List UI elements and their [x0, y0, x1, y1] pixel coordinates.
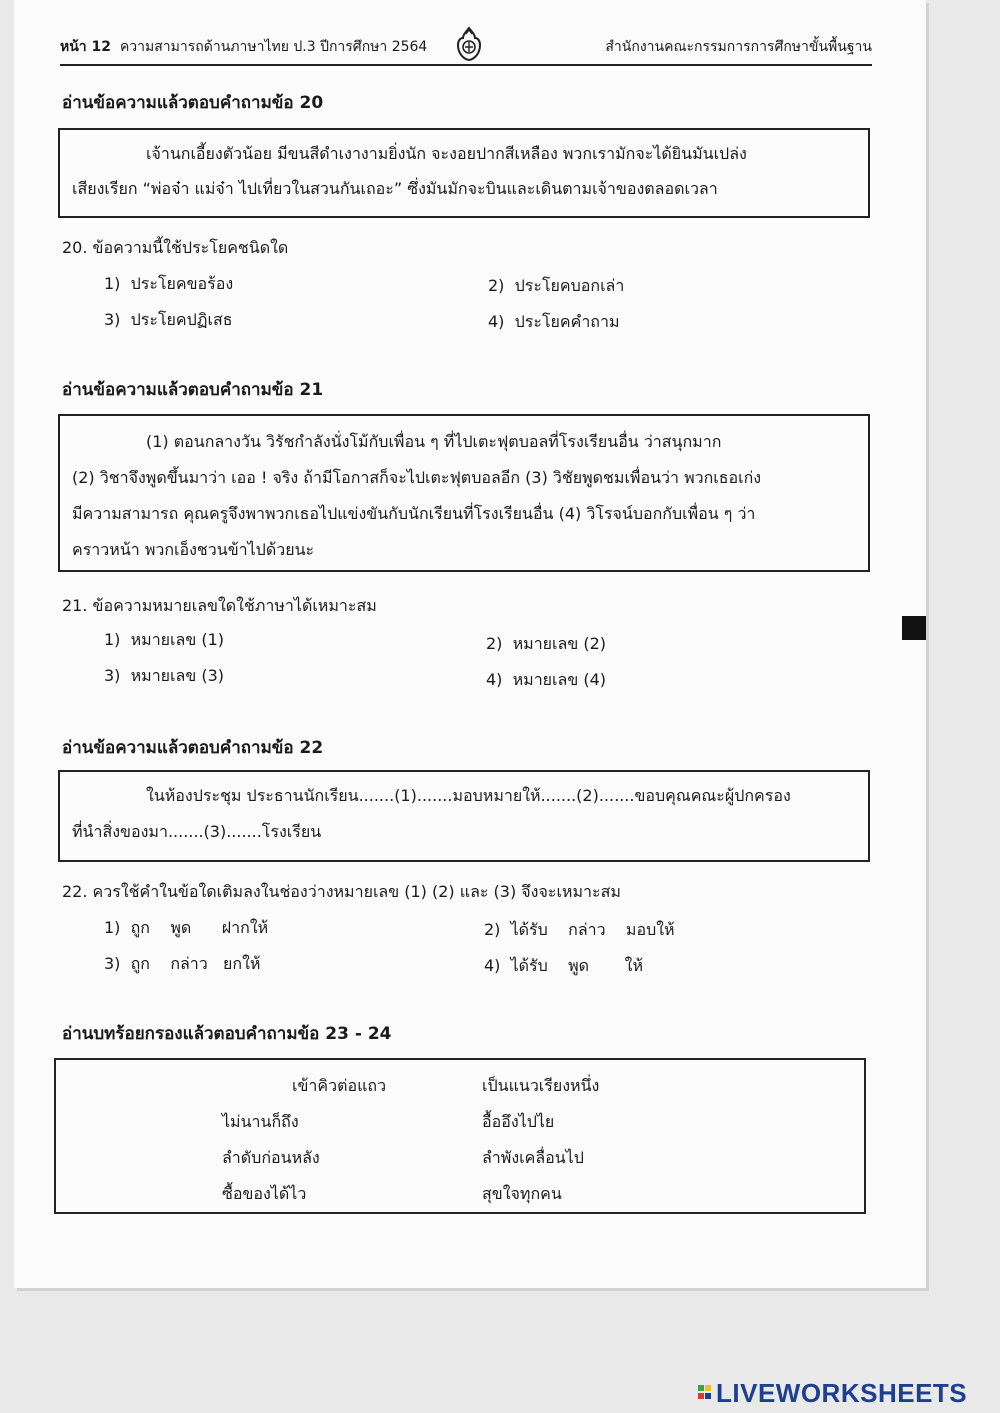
passage-22-line-2: ที่นำสิ่งของมา.......(3).......โรงเรียน — [72, 822, 322, 841]
question-20: 20. ข้อความนี้ใช้ประโยคชนิดใด — [62, 238, 289, 257]
header-left — [60, 36, 427, 58]
q21-option-4[interactable]: 4) หมายเลข (4) — [486, 670, 607, 689]
poem-line-1b: เป็นแนวเรียงหนึ่ง — [482, 1076, 600, 1095]
page-label: หน้า 12 — [60, 39, 112, 55]
question-22: 22. ควรใช้คำในข้อใดเติมลงในช่องว่างหมายเลข (1) (2) และ (3) จึงจะเหมาะสม — [62, 882, 621, 901]
passage-20-box — [58, 128, 870, 218]
q21-option-2[interactable]: 2) หมายเลข (2) — [486, 634, 607, 653]
question-21: 21. ข้อความหมายเลขใดใช้ภาษาได้เหมาะสม — [62, 596, 377, 615]
section-23-heading: อ่านบทร้อยกรองแล้วตอบคำถามข้อ 23 - 24 — [62, 1024, 392, 1044]
poem-line-3b: ลำพังเคลื่อนไป — [482, 1148, 584, 1167]
passage-21-box — [58, 414, 870, 572]
q20-option-4[interactable]: 4) ประโยคคำถาม — [488, 312, 620, 331]
liveworksheets-logo — [698, 1378, 967, 1408]
office-name: สำนักงานคณะกรรมการการศึกษาขั้นพื้นฐาน — [605, 39, 872, 55]
section-22-heading: อ่านข้อความแล้วตอบคำถามข้อ 22 — [62, 738, 324, 758]
q22-option-1[interactable]: 1) ถูก พูด ฝากให้ — [104, 918, 269, 937]
passage-21-line-1: (1) ตอนกลางวัน วิรัชกำลังนั่งโม้กับเพื่อน ๆ ที่ไปเตะฟุตบอลที่โรงเรียนอื่น ว่าสนุกมาก — [146, 432, 722, 451]
q22-option-4[interactable]: 4) ได้รับ พูด ให้ — [484, 956, 644, 975]
passage-20-line-1: เจ้านกเอี้ยงตัวน้อย มีขนสีดำเงางามยิ่งนัก จะงอยปากสีเหลือง พวกเรามักจะได้ยินมันเปล่ง — [146, 144, 747, 163]
poem-box — [54, 1058, 866, 1214]
section-20-heading: อ่านข้อความแล้วตอบคำถามข้อ 20 — [62, 93, 324, 113]
poem-line-4a: ซื้อของได้ไว — [222, 1184, 307, 1203]
q20-option-3[interactable]: 3) ประโยคปฏิเสธ — [104, 310, 233, 329]
poem-line-4b: สุขใจทุกคน — [482, 1184, 562, 1203]
registration-mark — [902, 616, 926, 640]
section-21-heading: อ่านข้อความแล้วตอบคำถามข้อ 21 — [62, 380, 324, 400]
header-divider — [60, 64, 872, 66]
passage-20-line-2: เสียงเรียก “พ่อจ๋า แม่จ๋า ไปเที่ยวในสวนกันเถอะ” ซึ่งมันมักจะบินและเดินตามเจ้าของตลอดเวลา — [72, 179, 718, 198]
poem-line-2a: ไม่นานก็ถึง — [222, 1112, 299, 1131]
passage-22-line-1: ในห้องประชุม ประธานนักเรียน.......(1).......มอบหมายให้.......(2).......ขอบคุณคณะผู้ปกครอง — [146, 786, 791, 805]
liveworksheets-mark-icon — [698, 1383, 712, 1405]
passage-21-line-4: คราวหน้า พวกเอ็งชวนข้าไปด้วยนะ — [72, 540, 315, 559]
passage-21-line-3: มีความสามารถ คุณครูจึงพาพวกเธอไปแข่งขันกับนักเรียนที่โรงเรียนอื่น (4) วิโรจน์บอกกับเพื่อน ๆ ว่า — [72, 504, 756, 523]
poem-line-2b: อื้ออึงไปไย — [482, 1112, 555, 1131]
q20-option-2[interactable]: 2) ประโยคบอกเล่า — [488, 276, 625, 295]
passage-22-box — [58, 770, 870, 862]
q20-option-1[interactable]: 1) ประโยคขอร้อง — [104, 274, 234, 293]
q21-option-3[interactable]: 3) หมายเลข (3) — [104, 666, 225, 685]
passage-21-line-2: (2) วิชาจึงพูดขึ้นมาว่า เออ ! จริง ถ้ามีโอกาสก็จะไปเตะฟุตบอลอีก (3) วิชัยพูดชมเพื่อนว่า พวกเธอเก่ง — [72, 468, 762, 487]
poem-line-1a: เข้าคิวต่อแถว — [292, 1076, 387, 1095]
q22-option-3[interactable]: 3) ถูก กล่าว ยกให้ — [104, 954, 261, 973]
subject-title: ความสามารถด้านภาษาไทย ป.3 ปีการศึกษา 2564 — [119, 39, 428, 55]
liveworksheets-wordmark: LIVEWORKSHEETS — [716, 1378, 968, 1408]
poem-line-3a: ลำดับก่อนหลัง — [222, 1148, 320, 1167]
thai-obec-seal-icon — [454, 26, 484, 62]
q22-option-2[interactable]: 2) ได้รับ กล่าว มอบให้ — [484, 920, 675, 939]
q21-option-1[interactable]: 1) หมายเลข (1) — [104, 630, 225, 649]
